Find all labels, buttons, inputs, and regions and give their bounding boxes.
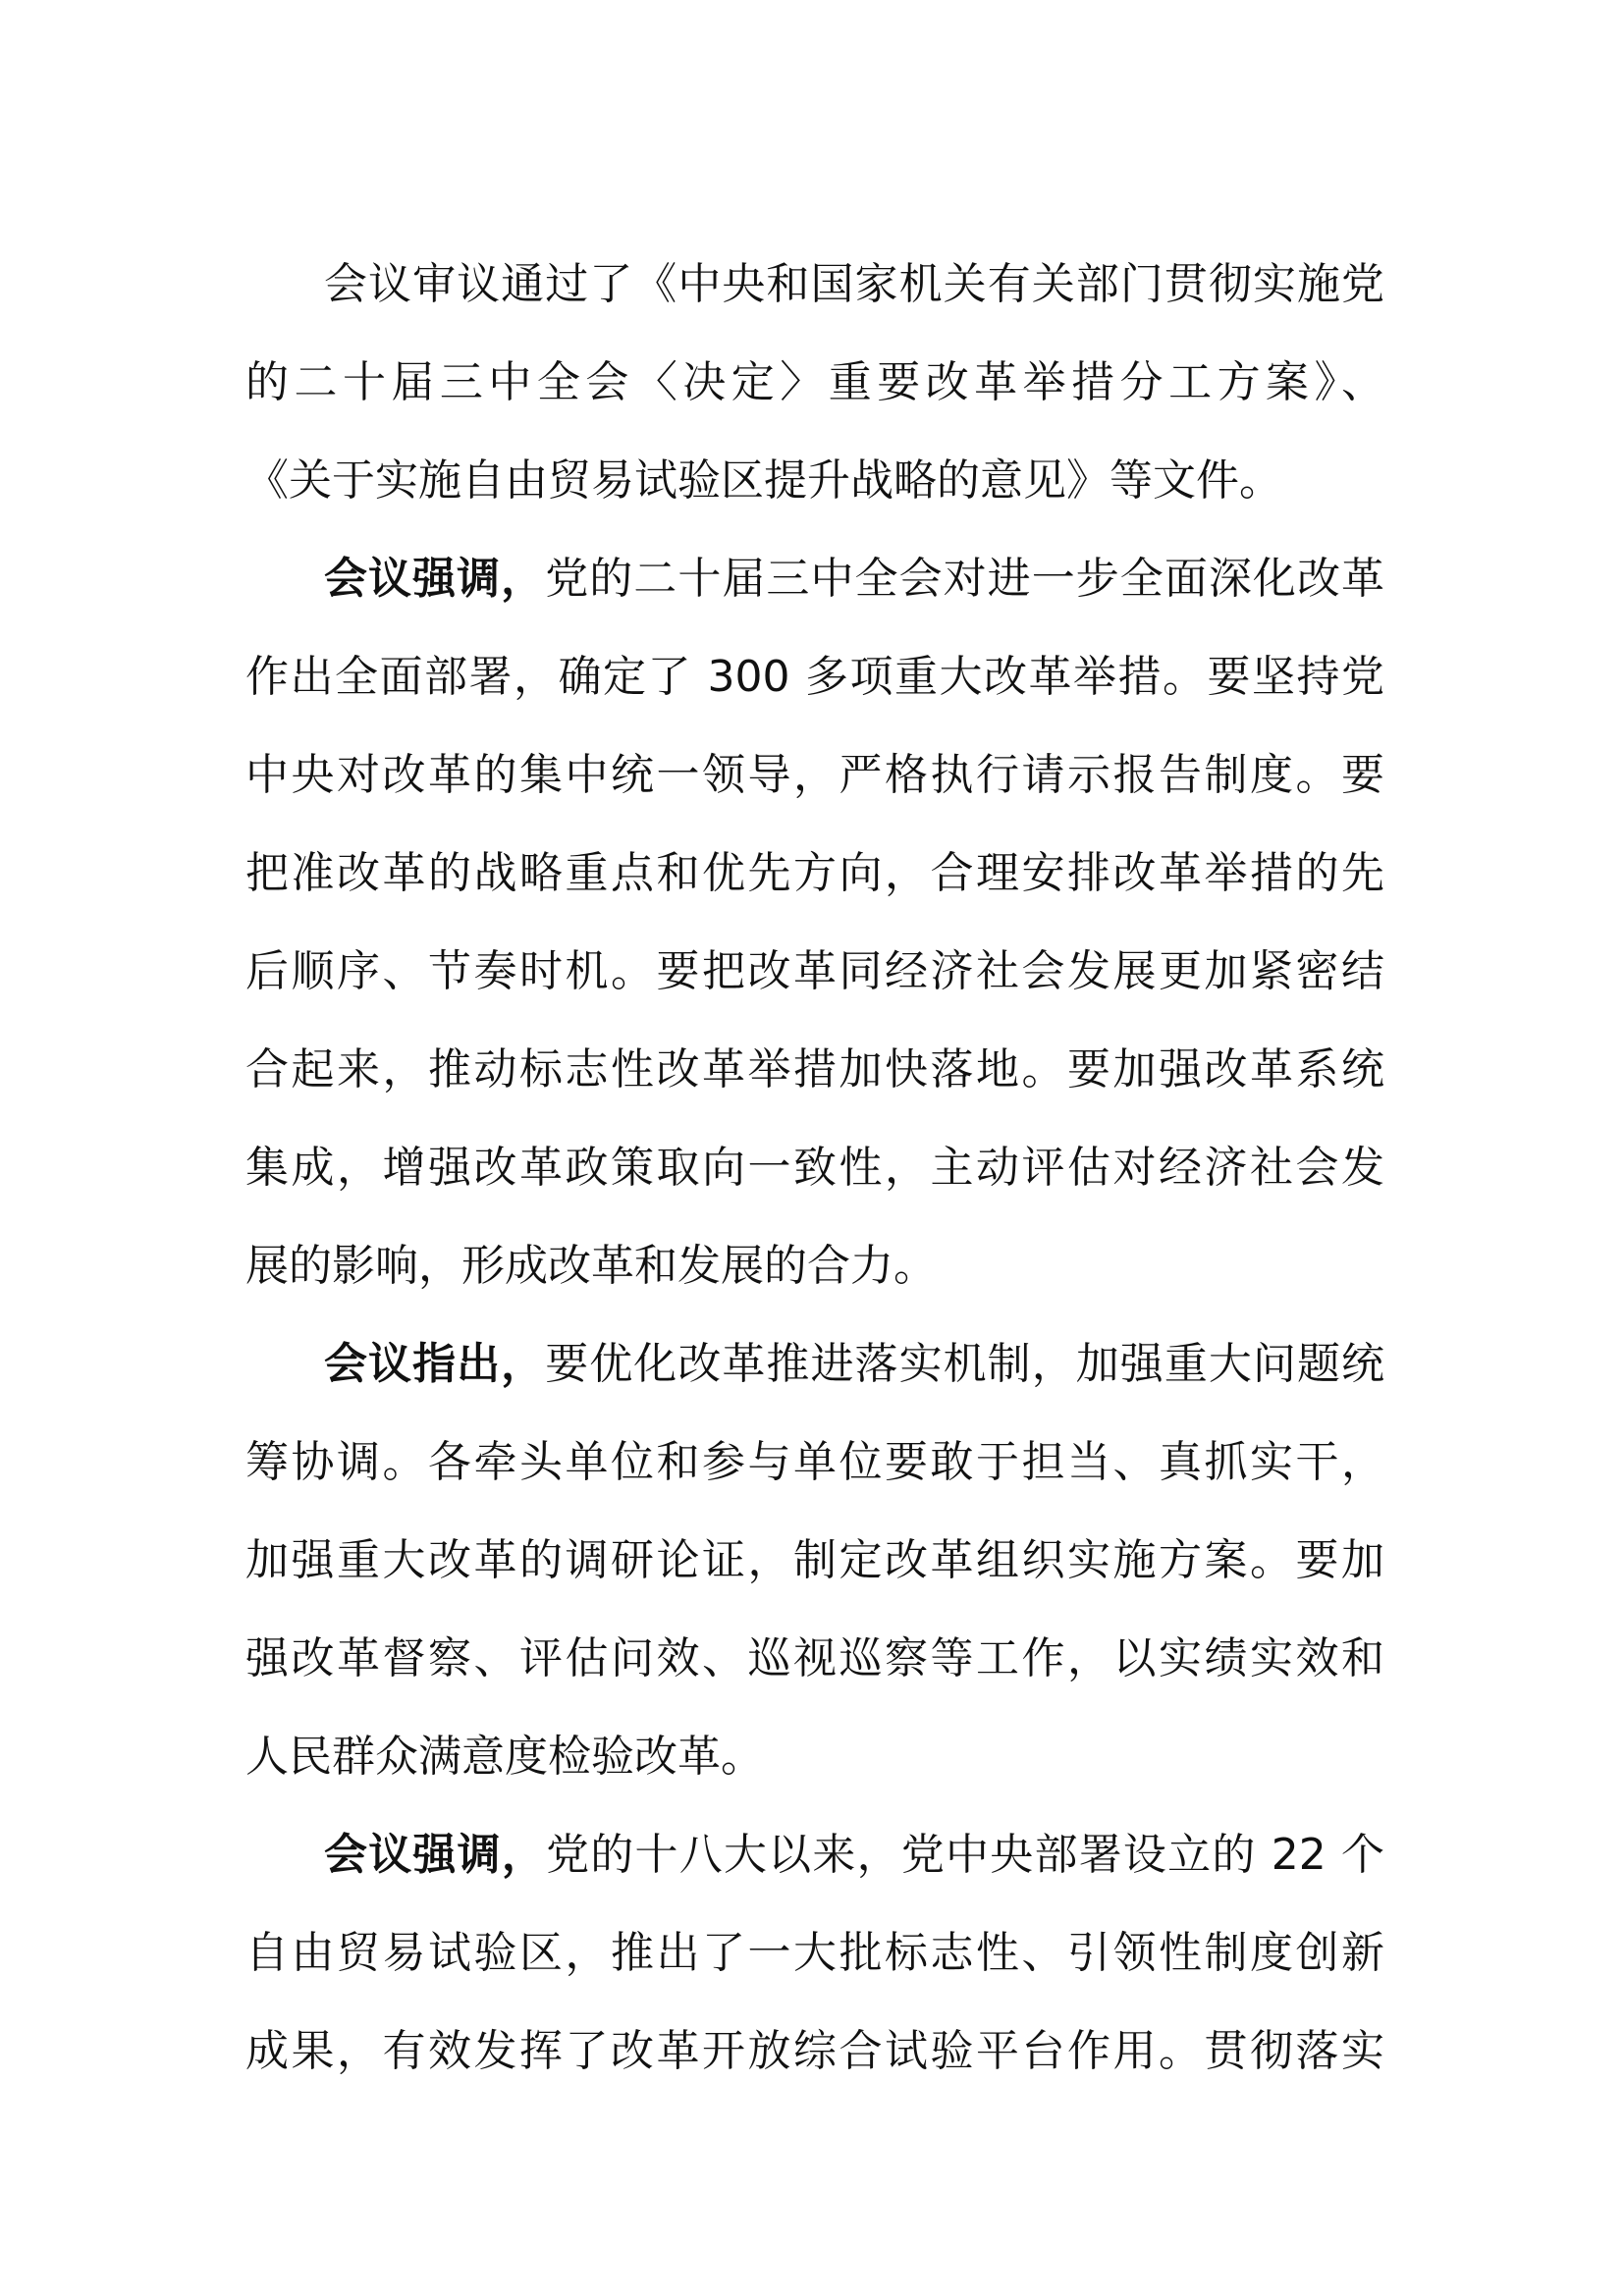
- paragraph-4-line-3: 成果，有效发挥了改革开放综合试验平台作用。贯彻落实: [245, 2026, 1384, 2076]
- paragraph-2-line-1: 会议强调，党的二十届三中全会对进一步全面深化改革: [324, 554, 1384, 604]
- paragraph-1-line-3: 《关于实施自由贸易试验区提升战略的意见》等文件。: [245, 455, 1282, 506]
- paragraph-3-line-2: 筹协调。各牵头单位和参与单位要敢于担当、真抓实干，: [245, 1437, 1384, 1487]
- paragraph-3-lead: 会议指出，: [324, 1339, 546, 1389]
- paragraph-4-line-2: 自由贸易试验区，推出了一大批标志性、引领性制度创新: [245, 1928, 1384, 1978]
- paragraph-3-line-4: 强改革督察、评估问效、巡视巡察等工作，以实绩实效和: [245, 1633, 1384, 1683]
- paragraph-1-line-1: 会议审议通过了《中央和国家机关有关部门贯彻实施党: [324, 259, 1384, 309]
- paragraph-4-line-1: 会议强调，党的十八大以来，党中央部署设立的 22 个: [324, 1830, 1384, 1880]
- paragraph-1-line-2: 的二十届三中全会〈决定〉重要改革举措分工方案》、: [245, 357, 1384, 407]
- paragraph-4-lead: 会议强调，: [324, 1830, 547, 1880]
- paragraph-2-lead: 会议强调，: [324, 554, 546, 604]
- paragraph-3-line-3: 加强重大改革的调研论证，制定改革组织实施方案。要加: [245, 1535, 1384, 1585]
- paragraph-2-line-3: 中央对改革的集中统一领导，严格执行请示报告制度。要: [245, 750, 1384, 800]
- paragraph-2-line-7: 集成，增强改革政策取向一致性，主动评估对经济社会发: [245, 1143, 1384, 1193]
- paragraph-2-line-8: 展的影响，形成改革和发展的合力。: [245, 1241, 937, 1291]
- paragraph-2-line-6: 合起来，推动标志性改革举措加快落地。要加强改革系统: [245, 1044, 1384, 1095]
- paragraph-2-line-2: 作出全面部署，确定了 300 多项重大改革举措。要坚持党: [245, 652, 1384, 702]
- paragraph-2-line-4: 把准改革的战略重点和优先方向，合理安排改革举措的先: [245, 848, 1384, 898]
- paragraph-3-line-5: 人民群众满意度检验改革。: [245, 1732, 764, 1782]
- paragraph-2-line-5: 后顺序、节奏时机。要把改革同经济社会发展更加紧密结: [245, 946, 1384, 996]
- paragraph-3-line-1: 会议指出，要优化改革推进落实机制，加强重大问题统: [324, 1339, 1384, 1389]
